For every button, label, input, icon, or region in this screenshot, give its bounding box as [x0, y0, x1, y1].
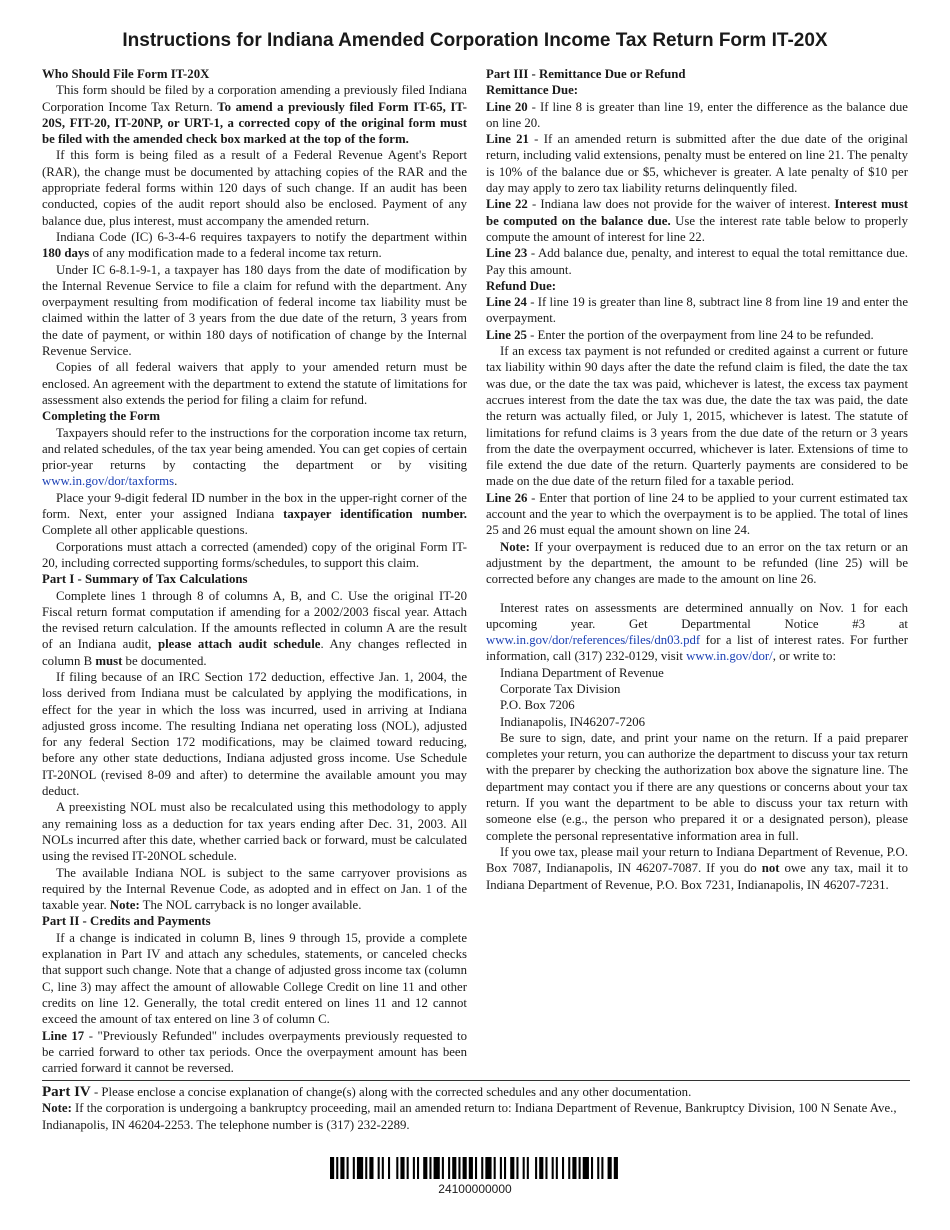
paragraph: If you owe tax, please mail your return to Indiana Department of Revenue, P.O. Box 7087, Indianapolis, IN 46207-7087. If you do not owe any tax, mail it to Indiana Department of Revenue, P.O. Box 7231, Indianapolis, IN 46207-7231. — [486, 844, 908, 892]
right-column — [486, 66, 908, 893]
line-17-instruction: Line 17 - "Previously Refunded" includes overpayments previously requested to be carried forward to other tax periods. Once the overpayment amount has been carried forward it cannot be reversed. — [42, 1028, 468, 1076]
paragraph: The available Indiana NOL is subject to the same carryover provisions as required by the Internal Revenue Code, as adopted and in effect on Jan. 1 of the taxable year. Note: The NOL carryback is no longer available. — [42, 865, 467, 913]
paragraph: If this form is being filed as a result of a Federal Revenue Agent's Report (RAR), the change must be documented by attaching copies of the RAR and the appropriate federal forms within 120 days of such change. If an audit has been conducted, copies of the audit report should also be enclosed. Payment of any balance due, plus interest, must accompany the amended return. — [42, 148, 467, 228]
barcode — [330, 1157, 620, 1179]
interest-rates-link[interactable]: www.in.gov/dor/references/files/dn03.pdf — [486, 633, 701, 648]
line-22-instruction: Line 22 - Indiana law does not provide for the waiver of interest. Interest must be computed on the balance due. Use the interest rate table below to properly compute the amount of interest for line 22. — [486, 197, 908, 244]
page-title: Instructions for Indiana Amended Corporation Income Tax Return Form IT-20X — [122, 30, 828, 51]
paragraph: Interest rates on assessments are determined annually on Nov. 1 for each upcoming year. Get Departmental Notice #3 at www.in.gov/dor/references/files/dn03.pdf for a list of interest rates. For further information, call (317) 232-0129, visit www.in.gov/dor/, or write to: — [486, 600, 908, 664]
part-iv-line: Part IV - Please enclose a concise explanation of change(s) along with the corrected schedules and any other documentation. — [42, 1084, 692, 1100]
line-24-instruction: Line 24 - If line 19 is greater than line 8, subtract line 8 from line 19 and enter the overpayment. — [486, 295, 908, 326]
line-23-instruction: Line 23 - Add balance due, penalty, and interest to equal the total remittance due. Pay this amount. — [486, 246, 908, 277]
paragraph: If a change is indicated in column B, lines 9 through 15, provide a complete explanation in Part IV and attach any schedules, statements, or canceled checks that support such change. Note that a change of adjusted gross income tax (column C, line 3) may affect the amount of allowable College Credit on line 11 and other credits on line 12. Generally, the total credit entered on lines 11 and 12 cannot exceed the amount of tax entered on line 3 of column C. — [42, 930, 467, 1027]
line-21-instruction: Line 21 - If an amended return is submitted after the due date of the original return, including valid extensions, penalty must be entered on line 21. The penalty is 10% of the balance due or $5, whichever is greater. A late penalty of $10 per day may apply to zero tax liability returns delinquently filed. — [486, 132, 908, 196]
section-heading-completing-the-form: Completing the Form — [42, 409, 160, 424]
mailing-address — [486, 665, 908, 730]
barcode-number: 24100000000 — [438, 1182, 512, 1196]
paragraph: Complete lines 1 through 8 of columns A, B, and C. Use the original IT-20 Fiscal return format computation if amending for a 2002/2003 fiscal year. Attach the revised return calculation. If the amounts reflected in column A are the result of an Indiana audit, please attach audit schedule. Any changes reflected in column B must be documented. — [42, 588, 467, 668]
paragraph: Corporations must attach a corrected (amended) copy of the original Form IT-20, including corrected supporting forms/schedules, to support this claim. — [42, 539, 467, 570]
subheading-remittance-due: Remittance Due: — [486, 83, 579, 98]
paragraph: If filing because of an IRC Section 172 deduction, effective Jan. 1, 2004, the loss derived from Indiana must be calculated by applying the modifications, in effect for the year in which the loss was incurred, used in arriving at Indiana adjusted gross income. The resulting Indiana net operating loss (NOL), adjusted for any federal Section 172 modifications, may be claimed toward reducing, before any other state deductions, Indiana adjusted gross income. Use Schedule IT-20NOL (revised 8-09 and after) to determine the available amount you may deduct. — [42, 669, 467, 799]
address-line: P.O. Box 7206 — [500, 698, 575, 713]
footer-divider — [42, 1080, 910, 1081]
footer-part-iv — [42, 1084, 910, 1133]
subheading-refund-due: Refund Due: — [486, 278, 557, 293]
paragraph: Taxpayers should refer to the instructions for the corporation income tax return, and related schedules, of the tax year being amended. You can get copies of certain prior-year returns by contacting the department or by visiting www.in.gov/dor/taxforms. — [42, 425, 467, 489]
taxforms-link[interactable]: www.in.gov/dor/taxforms — [42, 474, 175, 489]
section-heading-part-ii: Part II - Credits and Payments — [42, 914, 211, 929]
dor-link[interactable]: www.in.gov/dor/ — [686, 649, 773, 664]
paragraph: A preexisting NOL must also be recalculated using this methodology to apply any remaining loss as a deduction for tax years ending after Dec. 31, 2003. All NOLs incurred after this date, whether carried back or forward, must be calculated using the revised IT-20NOL schedule. — [42, 800, 467, 864]
section-heading-part-i: Part I - Summary of Tax Calculations — [42, 572, 248, 587]
bankruptcy-note: Note: If the corporation is undergoing a bankruptcy proceeding, mail an amended return to: Indiana Department of Revenue, Bankruptcy Division, 100 N Senate Ave., Indianapolis, IN 46204-2253. The telephone number is (317) 232-2289. — [42, 1101, 897, 1132]
note-paragraph: Note: If your overpayment is reduced due to an error on the tax return or an adjustment by the department, the amount to be refunded (line 25) will be corrected before any changes are made to the amount on line 26. — [486, 539, 908, 587]
left-column — [42, 66, 467, 1076]
paragraph: Copies of all federal waivers that apply to your amended return must be enclosed. An agreement with the department to extend the statute of limitations for assessment also extends the period for filing a claim for refund. — [42, 360, 467, 407]
paragraph: Place your 9-digit federal ID number in the box in the upper-right corner of the form. Next, enter your assigned Indiana taxpayer identification number. Complete all other applicable questions. — [42, 490, 467, 538]
section-heading-who-should-file: Who Should File Form IT-20X — [42, 67, 210, 81]
section-heading-part-iii: Part III - Remittance Due or Refund — [486, 67, 686, 81]
line-20-instruction: Line 20 - If line 8 is greater than line 19, enter the difference as the balance due on line 20. — [486, 99, 908, 130]
line-26-instruction: Line 26 - Enter that portion of line 24 to be applied to your current estimated tax account and the year to which the overpayment is to be applied. The total of lines 25 and 26 must equal the amount shown on line 24. — [486, 490, 908, 538]
paragraph: Be sure to sign, date, and print your name on the return. If a paid preparer completes your return, you can authorize the department to discuss your tax return with the preparer by checking the authorization box above the signature line. The department may contact you if there are any questions or concerns about your tax return. If you want the department to be able to discuss your tax return with someone else (e.g., the person who prepared it or a designated person), please complete the personal representative information area in full. — [486, 730, 908, 843]
address-line: Corporate Tax Division — [500, 681, 621, 696]
paragraph: This form should be filed by a corporation amending a previously filed Indiana Corporation Income Tax Return. To amend a previously filed Form IT-65, IT-20S, FIT-20, IT-20NP, or URT-1, a corrected copy of the original form must be filed with the amended check box marked at the top of the form. — [42, 83, 467, 147]
paragraph: Indiana Code (IC) 6-3-4-6 requires taxpayers to notify the department within 180 days of any modification made to a federal income tax return. — [42, 229, 467, 261]
address-line: Indiana Department of Revenue — [500, 665, 664, 680]
line-25-instruction: Line 25 - Enter the portion of the overpayment from line 24 to be refunded. — [486, 327, 874, 342]
paragraph: If an excess tax payment is not refunded or credited against a current or future tax liability within 90 days after the date the refund claim is filed, the date the tax was due, or the date the tax was paid, whichever is latest, the excess tax payment accrues interest from the date the tax was due, the date the tax was paid, the date the return was actually filed, or July 1, 2015, whichever is latest. The statute of limitations for refund claims is 3 years from the due date of the return or 3 years from the date the overpayment occurred, whichever is later. Extensions of time to file extend the due date of the return. Quarterly payments are considered to be made on the due date of the return filed for a taxable period. — [486, 344, 908, 489]
paragraph: Under IC 6-8.1-9-1, a taxpayer has 180 days from the date of modification by the Internal Revenue Service to file a claim for refund with the department. Any overpayment resulting from modification of federal income tax liability must be claimed within the latter of 3 years from the due date of the return, 3 years from the date of payment, or within 180 days of notification of change by the Internal Revenue Service. — [42, 262, 467, 359]
address-line: Indianapolis, IN46207-7206 — [500, 714, 646, 729]
